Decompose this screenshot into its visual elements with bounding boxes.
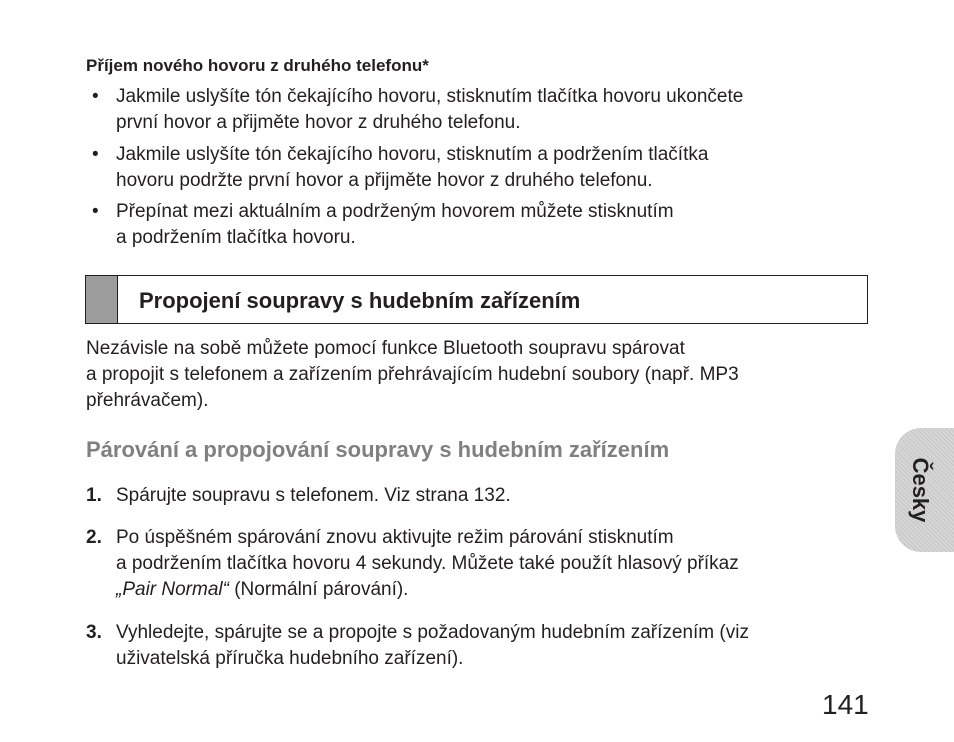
bullet-text: Jakmile uslyšíte tón čekajícího hovoru, stisknutím a podržením tlačítka hovoru podržte první hovor a přijměte hovor z druhého telefonu.	[116, 144, 709, 191]
list-item	[92, 142, 872, 194]
language-label: Česky	[908, 457, 933, 523]
step-text-part: Po úspěšném spárování znovu aktivujte režim párování stisknutím a podržením tlačítka hovoru 4 sekundy. Můžete také použít hlasový příkaz	[116, 527, 739, 574]
bullet-icon: •	[92, 86, 99, 107]
bullet-icon: •	[92, 201, 99, 222]
page-number: 141	[822, 689, 869, 720]
list-item	[86, 525, 876, 603]
step-text: Spárujte soupravu s telefonem. Viz strana 132.	[116, 485, 511, 506]
step-number: 3.	[86, 622, 102, 643]
bullet-text: Jakmile uslyšíte tón čekajícího hovoru, stisknutím tlačítka hovoru ukončete první hovor a přijměte hovor z druhého telefonu.	[116, 86, 744, 133]
step-text	[116, 525, 876, 603]
intro-paragraph: Nezávisle na sobě můžete pomocí funkce Bluetooth soupravu spárovat a propojit s telefonem a zařízením přehrávajícím hudební soubory (např. MP3 přehrávačem).	[86, 338, 739, 411]
list-item	[92, 199, 872, 251]
call-waiting-heading: Příjem nového hovoru z druhého telefonu*	[86, 56, 429, 75]
list-item	[86, 620, 876, 672]
voice-command-text: „Pair Normal“	[116, 579, 229, 600]
section-title: Propojení soupravy s hudebním zařízením	[139, 288, 581, 313]
bullet-text: Přepínat mezi aktuálním a podrženým hovorem můžete stisknutím a podržením tlačítka hovoru.	[116, 201, 674, 248]
step-number: 2.	[86, 527, 102, 548]
step-text: Vyhledejte, spárujte se a propojte s požadovaným hudebním zařízením (viz uživatelská příručka hudebního zařízení).	[116, 622, 749, 669]
section-title-box	[85, 275, 868, 324]
step-number: 1.	[86, 485, 102, 506]
list-item	[86, 483, 876, 509]
list-item	[92, 84, 872, 136]
bullet-icon: •	[92, 144, 99, 165]
section-tab-marker	[86, 276, 118, 323]
step-text-part: (Normální párování).	[228, 579, 409, 600]
pairing-subheading: Párování a propojování soupravy s hudebním zařízením	[86, 437, 670, 462]
